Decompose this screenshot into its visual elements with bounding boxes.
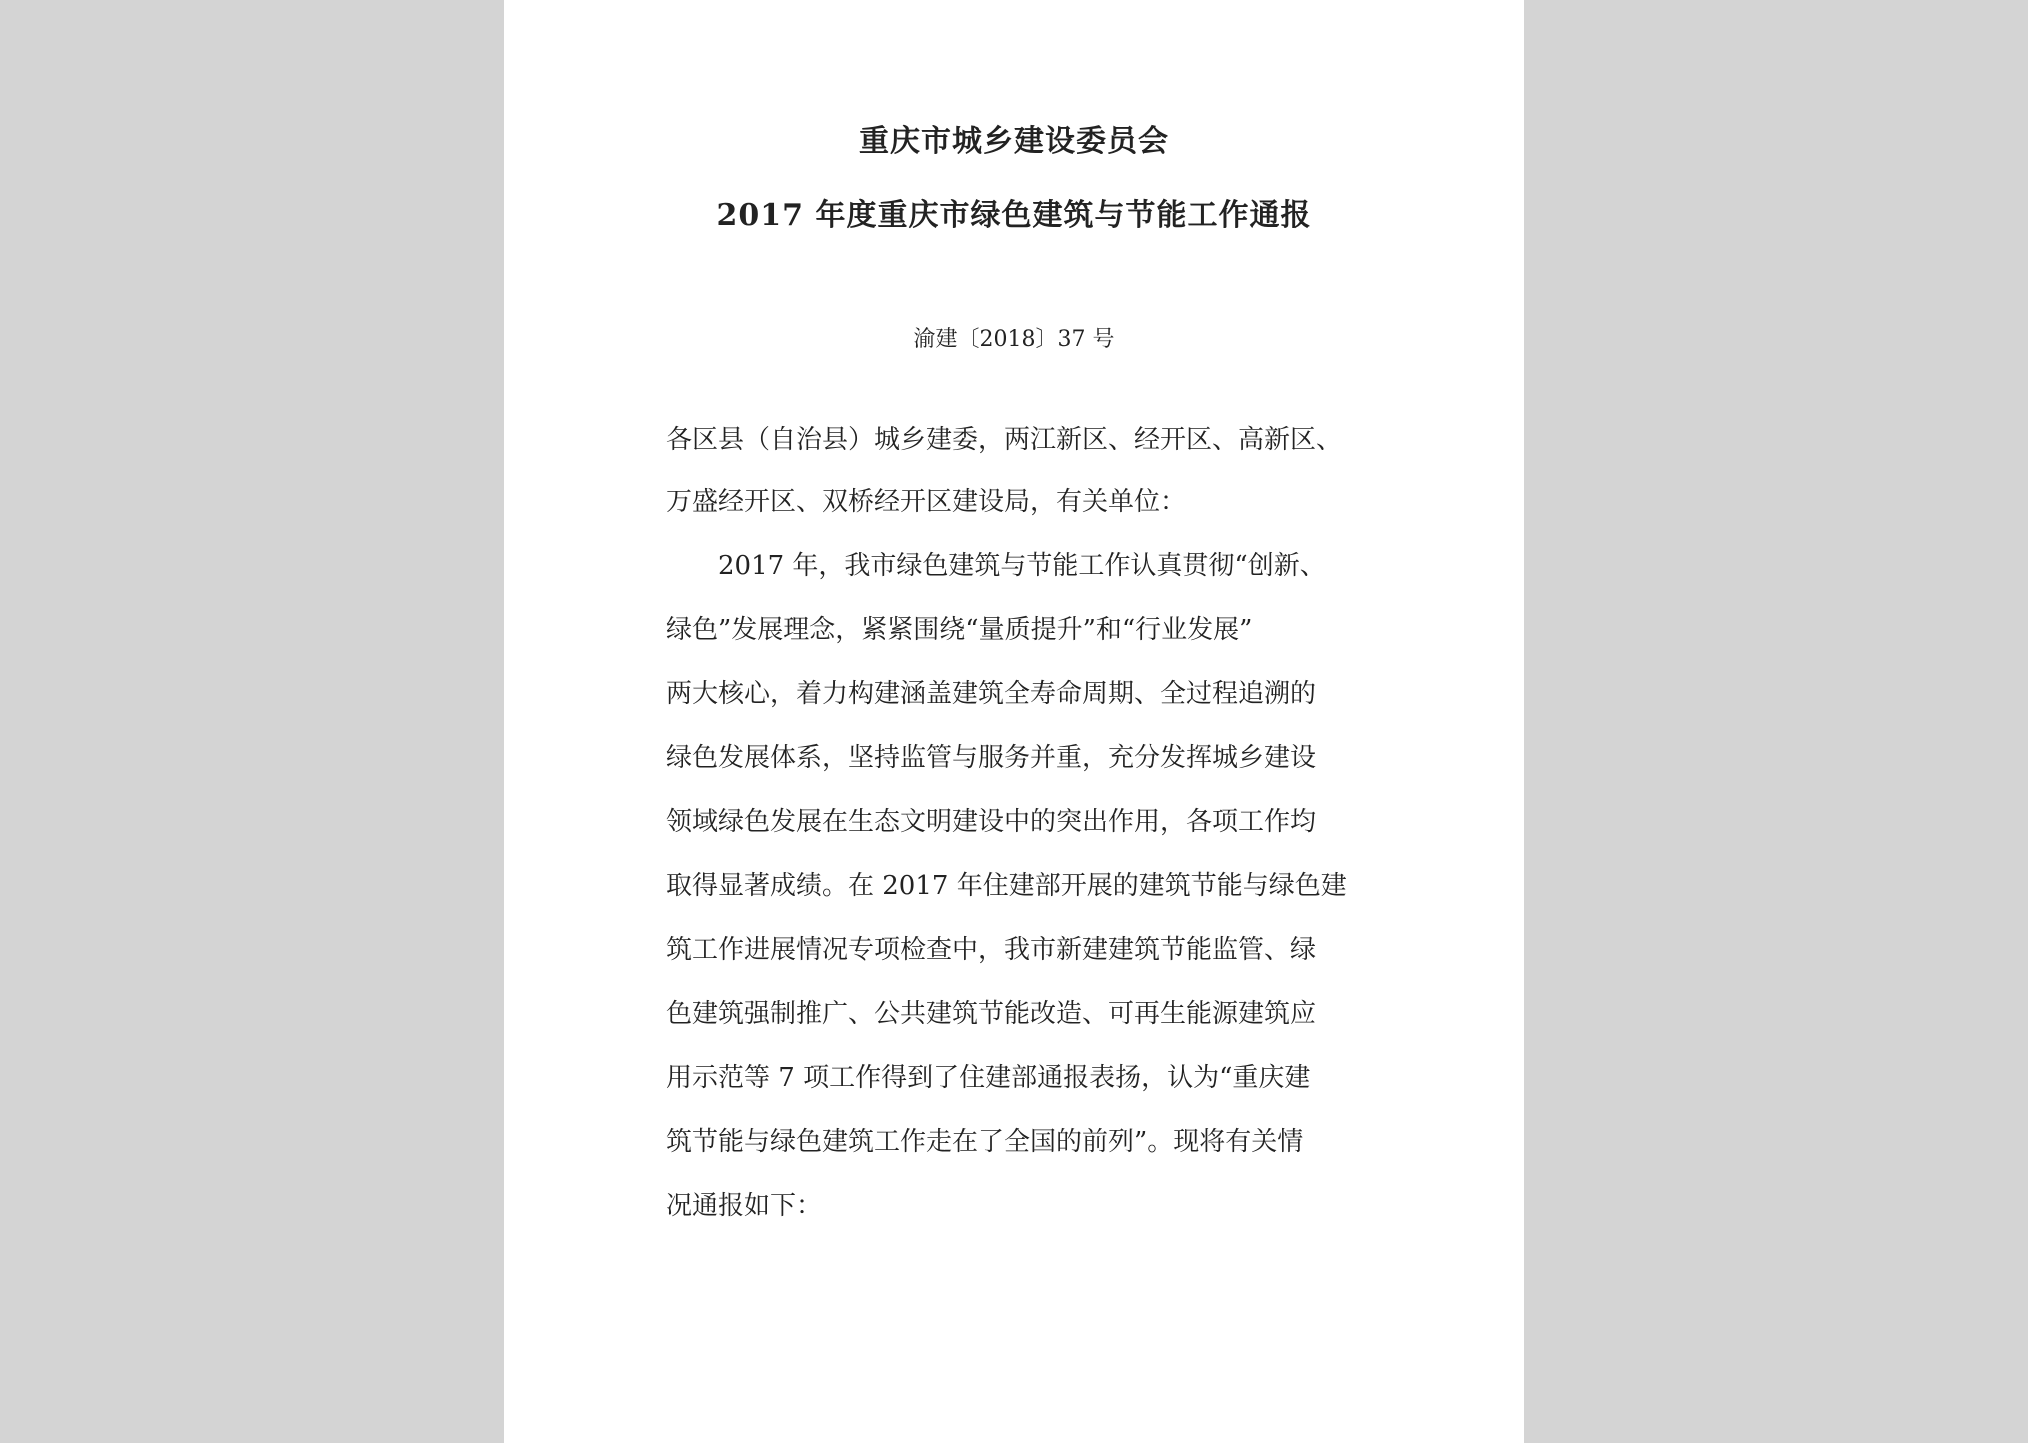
paragraph-line-7: 筑工作进展情况专项检查中，我市新建建筑节能监管、绿	[666, 935, 1317, 965]
paragraph-line-9: 用示范等 7 项工作得到了住建部通报表扬，认为“重庆建	[666, 1063, 1311, 1093]
addressee-line-1: 各区县（自治县）城乡建委，两江新区、经开区、高新区、	[666, 425, 1343, 455]
document-page	[504, 0, 1524, 1443]
paragraph-line-3: 两大核心，着力构建涵盖建筑全寿命周期、全过程追溯的	[666, 679, 1317, 709]
document-title-line-2: 2017 年度重庆市绿色建筑与节能工作通报	[716, 198, 1312, 233]
addressee-line-2: 万盛经开区、双桥经开区建设局，有关单位：	[666, 487, 1187, 517]
paragraph-line-4: 绿色发展体系，坚持监管与服务并重，充分发挥城乡建设	[666, 743, 1317, 773]
paragraph-line-11: 况通报如下：	[666, 1191, 823, 1221]
document-title-line-1: 重庆市城乡建设委员会	[859, 124, 1169, 159]
paragraph-line-1: 2017 年，我市绿色建筑与节能工作认真贯彻“创新、	[718, 551, 1326, 581]
paragraph-line-5: 领域绿色发展在生态文明建设中的突出作用，各项工作均	[666, 807, 1317, 837]
paragraph-line-8: 色建筑强制推广、公共建筑节能改造、可再生能源建筑应	[666, 999, 1317, 1029]
document-number: 渝建〔2018〕37 号	[913, 327, 1115, 352]
paragraph-line-6: 取得显著成绩。在 2017 年住建部开展的建筑节能与绿色建	[666, 871, 1347, 901]
paragraph-line-10: 筑节能与绿色建筑工作走在了全国的前列”。现将有关情	[666, 1127, 1304, 1157]
paragraph-line-2: 绿色”发展理念，紧紧围绕“量质提升”和“行业发展”	[666, 615, 1253, 645]
